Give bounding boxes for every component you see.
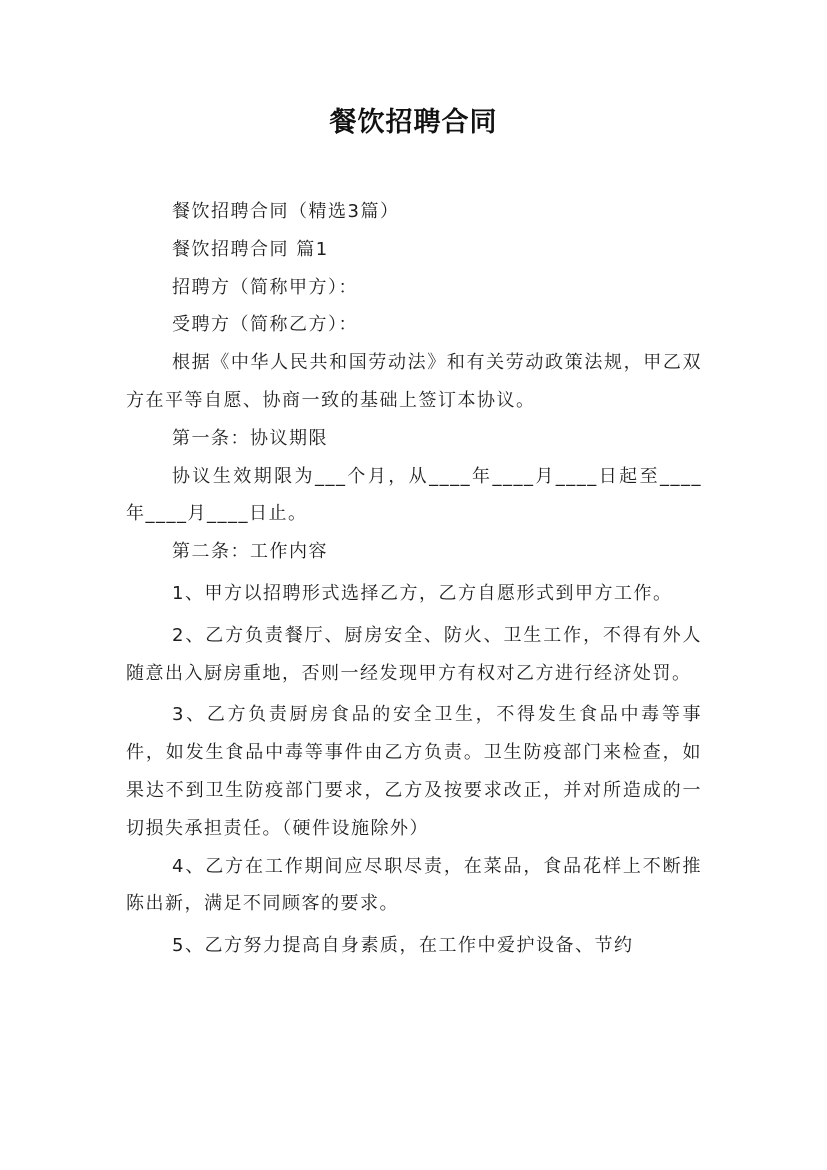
paragraph-article-1-heading: 第一条：协议期限 (172, 427, 328, 449)
paragraph-clause-3: 3、乙方负责厨房食品的安全卫生，不得发生食品中毒等事件，如发生食品中毒等事件由乙方负责。卫生防疫部门来检查，如果达不到卫生防疫部门要求，乙方及按要求改正，并对所造成的一切损失承担责任。（硬件设施除外） (126, 704, 702, 839)
paragraph-section-heading: 餐饮招聘合同 篇1 (172, 238, 329, 260)
paragraph-preamble: 根据《中华人民共和国劳动法》和有关劳动政策法规，甲乙双方在平等自愿、协商一致的基础上签订本协议。 (126, 352, 702, 411)
paragraph-party-b: 受聘方（简称乙方）： (172, 314, 358, 336)
paragraph-clause-4: 4、乙方在工作期间应尽职尽责，在菜品，食品花样上不断推陈出新，满足不同顾客的要求。 (126, 855, 702, 915)
paragraph-party-a: 招聘方（简称甲方）： (172, 276, 358, 298)
document-body (126, 193, 702, 965)
document-title: 餐饮招聘合同 (329, 107, 498, 138)
paragraph-clause-5: 5、乙方努力提高自身素质，在工作中爱护设备、节约 (172, 935, 634, 957)
paragraph-clause-1: 1、甲方以招聘形式选择乙方，乙方自愿形式到甲方工作。 (172, 582, 673, 604)
paragraph-article-2-heading: 第二条：工作内容 (172, 541, 328, 563)
paragraph-clause-2: 2、乙方负责餐厅、厨房安全、防火、卫生工作，不得有外人随意出入厨房重地，否则一经发现甲方有权对乙方进行经济处罚。 (126, 624, 702, 684)
paragraph-article-1-term: 协议生效期限为___个月，从____年____月____日起至____年____月____日止。 (126, 465, 702, 525)
paragraph-subtitle: 餐饮招聘合同（精选3篇） (172, 201, 400, 222)
